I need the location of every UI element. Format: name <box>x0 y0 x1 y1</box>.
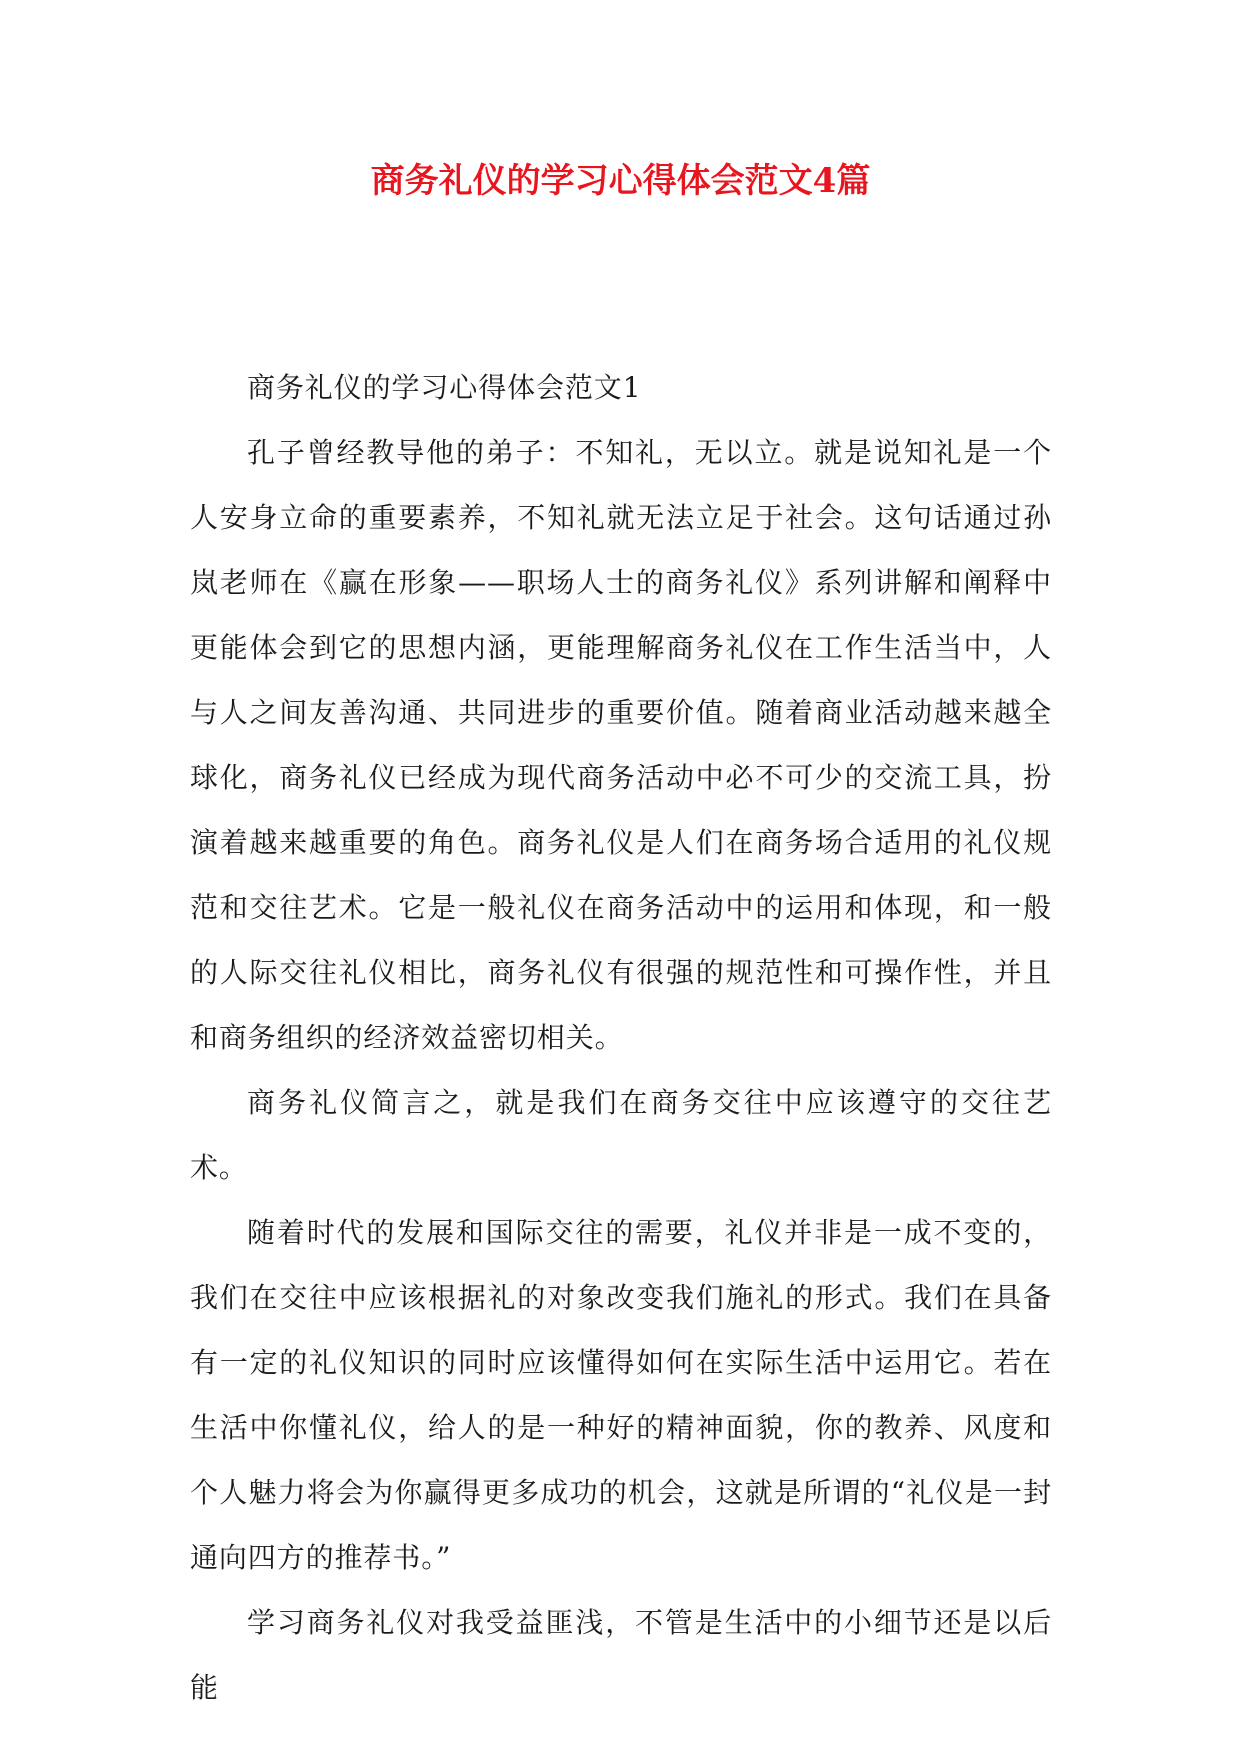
body-paragraph: 商务礼仪简言之，就是我们在商务交往中应该遵守的交往艺术。 <box>190 1086 1052 1184</box>
document-title: 商务礼仪的学习心得体会范文4篇 <box>370 161 871 201</box>
section-heading: 商务礼仪的学习心得体会范文1 <box>247 371 642 404</box>
body-paragraph: 随着时代的发展和国际交往的需要，礼仪并非是一成不变的，我们在交往中应该根据礼的对象改变我们施礼的形式。我们在具备有一定的礼仪知识的同时应该懂得如何在实际生活中运用它。若在生活中你懂礼仪，给人的是一种好的精神面貌，你的教养、风度和个人魅力将会为你赢得更多成功的机会，这就是所谓的“礼仪是一封通向四方的推荐书。” <box>190 1216 1052 1574</box>
document-body <box>190 355 1052 1720</box>
body-paragraph: 孔子曾经教导他的弟子：不知礼，无以立。就是说知礼是一个人安身立命的重要素养，不知礼就无法立足于社会。这句话通过孙岚老师在《赢在形象——职场人士的商务礼仪》系列讲解和阐释中更能体会到它的思想内涵，更能理解商务礼仪在工作生活当中，人与人之间友善沟通、共同进步的重要价值。随着商业活动越来越全球化，商务礼仪已经成为现代商务活动中必不可少的交流工具，扮演着越来越重要的角色。商务礼仪是人们在商务场合适用的礼仪规范和交往艺术。它是一般礼仪在商务活动中的运用和体现，和一般的人际交往礼仪相比，商务礼仪有很强的规范性和可操作性，并且和商务组织的经济效益密切相关。 <box>190 436 1052 1054</box>
body-paragraph: 学习商务礼仪对我受益匪浅，不管是生活中的小细节还是以后能 <box>190 1606 1052 1704</box>
